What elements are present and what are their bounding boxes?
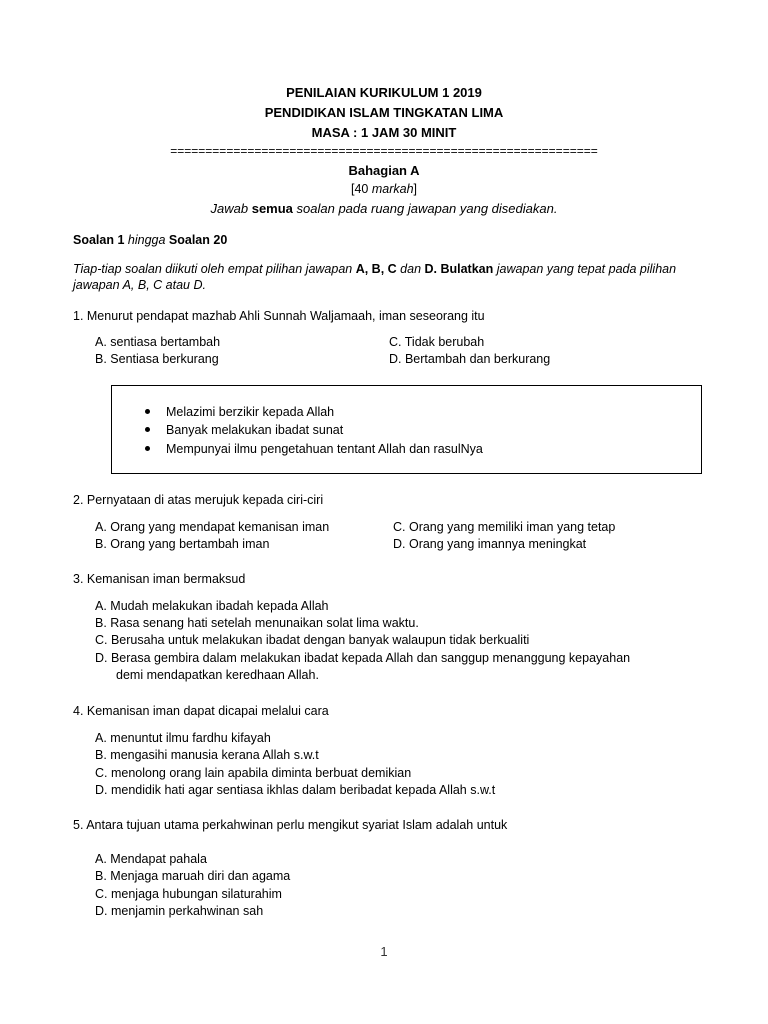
- q1-option-c: C. Tidak berubah: [389, 335, 485, 349]
- directions-line-1: [73, 261, 676, 278]
- q2-option-b: B. Orang yang bertambah iman: [95, 537, 270, 551]
- question-range: [73, 232, 227, 248]
- q5-option-c: C. menjaga hubungan silaturahim: [95, 887, 282, 901]
- instruction-part-c: soalan pada ruang jawapan yang disediakan.: [292, 201, 558, 216]
- section-instruction: [0, 200, 768, 217]
- dir-p4: D.: [424, 262, 437, 276]
- instruction-part-b: semua: [251, 201, 293, 216]
- dir-p1: Tiap-tiap soalan diikuti oleh empat pilihan jawapan: [73, 262, 356, 276]
- statement-text: Banyak melakukan ibadat sunat: [166, 423, 344, 437]
- question-1: 1. Menurut pendapat mazhab Ahli Sunnah Waljamaah, iman seseorang itu: [73, 309, 485, 323]
- dir-p3: dan: [396, 262, 425, 276]
- q1-option-a: A. sentiasa bertambah: [95, 335, 221, 349]
- range-a: Soalan 1: [73, 233, 128, 247]
- q4-option-a: A. menuntut ilmu fardhu kifayah: [95, 731, 271, 745]
- question-5: 5. Antara tujuan utama perkahwinan perlu mengikut syariat Islam adalah untuk: [73, 818, 508, 832]
- q3-option-c: C. Berusaha untuk melakukan ibadat dengan banyak walaupun tidak berkualiti: [95, 633, 530, 647]
- q4-option-c: C. menolong orang lain apabila diminta berbuat demikian: [95, 766, 412, 780]
- bullet-icon: [145, 409, 150, 414]
- subject-title: PENDIDIKAN ISLAM TINGKATAN LIMA: [264, 105, 504, 120]
- marks-label: [0, 181, 768, 198]
- dir-p6: jawapan yang tepat pada pilihan: [493, 262, 677, 276]
- bullet-icon: [145, 446, 150, 451]
- statement-item: [145, 421, 343, 439]
- q5-option-a: A. Mendapat pahala: [95, 852, 207, 866]
- q3-option-d: D. Berasa gembira dalam melakukan ibadat kepada Allah dan sanggup menanggung kepayahan: [95, 651, 631, 665]
- statement-item: [145, 403, 334, 421]
- q2-option-d: D. Orang yang imannya meningkat: [393, 537, 587, 551]
- statement-item: [145, 440, 483, 458]
- q2-option-a: A. Orang yang mendapat kemanisan iman: [95, 520, 330, 534]
- separator-line: =============================================================: [170, 144, 598, 158]
- q4-option-b: B. mengasihi manusia kerana Allah s.w.t: [95, 748, 319, 762]
- page-number: 1: [380, 944, 388, 959]
- bullet-icon: [145, 427, 150, 432]
- q2-option-c: C. Orang yang memiliki iman yang tetap: [393, 520, 616, 534]
- q3-option-b: B. Rasa senang hati setelah menunaikan solat lima waktu.: [95, 616, 419, 630]
- statement-text: Mempunyai ilmu pengetahuan tentant Allah dan rasulNya: [166, 442, 483, 456]
- q3-option-a: A. Mudah melakukan ibadah kepada Allah: [95, 599, 329, 613]
- marks-close: ]: [413, 182, 418, 196]
- q1-option-d: D. Bertambah dan berkurang: [389, 352, 551, 366]
- question-4: 4. Kemanisan iman dapat dicapai melalui cara: [73, 704, 329, 718]
- q4-option-d: D. mendidik hati agar sentiasa ikhlas dalam beribadat kepada Allah s.w.t: [95, 783, 496, 797]
- dir-p5: Bulatkan: [437, 262, 494, 276]
- range-b: hingga: [127, 233, 166, 247]
- section-title: Bahagian A: [348, 163, 420, 178]
- marks-open: [40: [350, 182, 372, 196]
- statement-text: Melazimi berzikir kepada Allah: [166, 405, 335, 419]
- question-3: 3. Kemanisan iman bermaksud: [73, 572, 246, 586]
- marks-word: markah: [371, 182, 414, 196]
- exam-title: PENILAIAN KURIKULUM 1 2019: [286, 85, 482, 100]
- directions-line-2: jawapan A, B, C atau D.: [73, 278, 206, 292]
- q5-option-b: B. Menjaga maruah diri dan agama: [95, 869, 291, 883]
- duration-title: MASA : 1 JAM 30 MINIT: [311, 125, 457, 140]
- instruction-part-a: Jawab: [210, 201, 252, 216]
- statement-box: [111, 385, 702, 474]
- q1-option-b: B. Sentiasa berkurang: [95, 352, 219, 366]
- dir-p2: A, B, C: [355, 262, 397, 276]
- question-2: 2. Pernyataan di atas merujuk kepada ciri-ciri: [73, 493, 324, 507]
- q3-option-d-continued: demi mendapatkan keredhaan Allah.: [116, 668, 319, 682]
- range-c: Soalan 20: [165, 233, 228, 247]
- q5-option-d: D. menjamin perkahwinan sah: [95, 904, 264, 918]
